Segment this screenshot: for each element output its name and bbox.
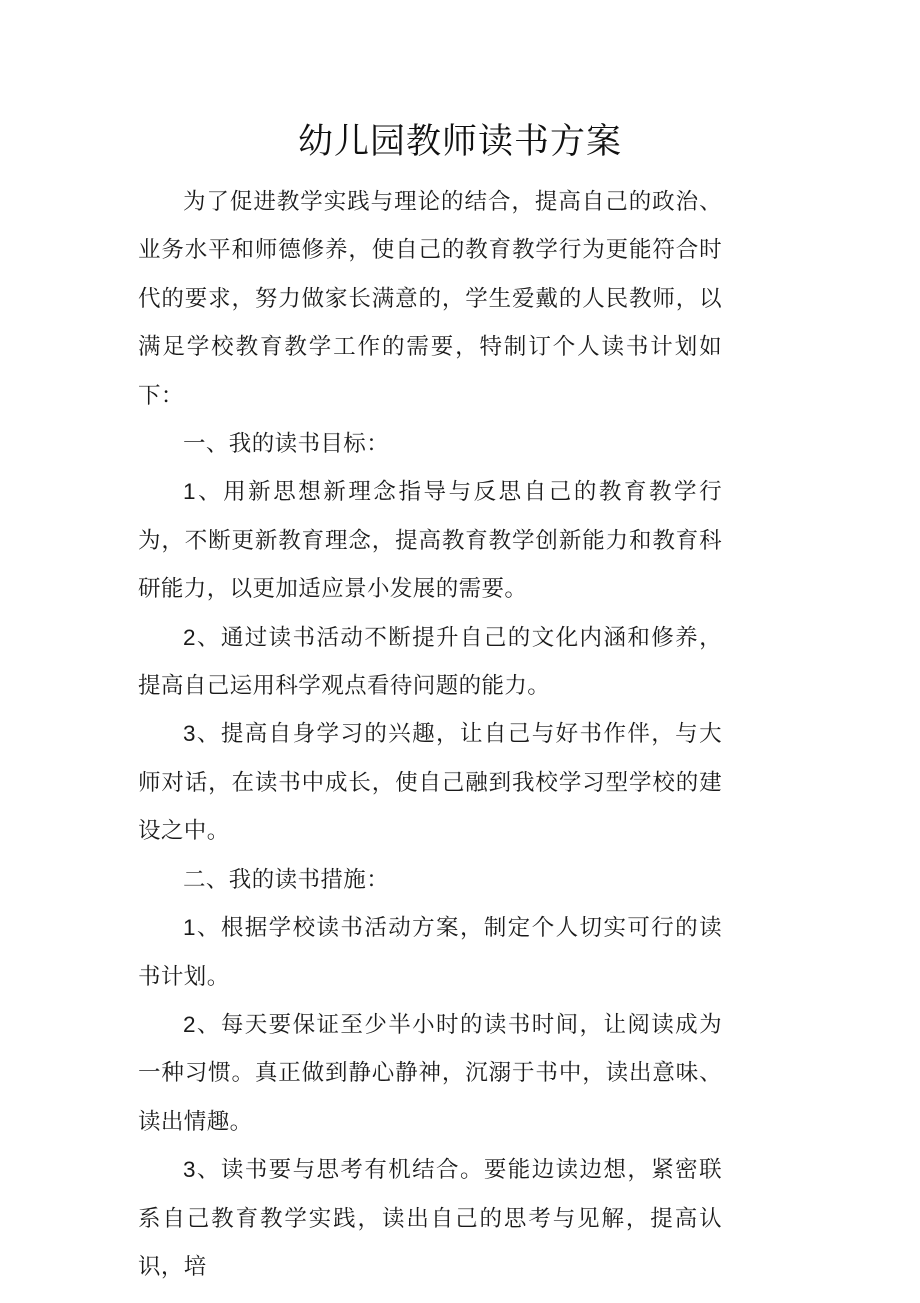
item-number: 3 xyxy=(183,1157,196,1183)
paragraph-intro xyxy=(138,178,722,420)
goal-item-2 xyxy=(138,614,722,711)
heading-text: 一、我的读书目标： xyxy=(183,431,390,458)
heading-text: 二、我的读书措施： xyxy=(183,866,390,893)
item-number: 3 xyxy=(183,721,196,747)
paragraph-text: 、提高自身学习的兴趣，让自己与好书作伴，与大师对话，在读书中成长，使自己融到我校学习型学校的建设之中。 xyxy=(138,721,722,845)
section-heading-goals xyxy=(138,420,722,468)
goal-item-1 xyxy=(138,468,722,613)
item-number: 2 xyxy=(183,624,196,650)
section-heading-measures xyxy=(138,856,722,904)
item-number: 1 xyxy=(183,915,196,941)
paragraph-text: 、读书要与思考有机结合。要能边读边想，紧密联系自己教育教学实践，读出自己的思考与见解，提高认识，培 xyxy=(138,1157,722,1280)
paragraph-text: 为了促进教学实践与理论的结合，提高自己的政治、业务水平和师德修养，使自己的教育教学行为更能符合时代的要求，努力做家长满意的，学生爱戴的人民教师，以满足学校教育教学工作的需要，特制订个人读书计划如下： xyxy=(138,189,722,409)
paragraph-text: 、根据学校读书活动方案，制定个人切实可行的读书计划。 xyxy=(138,915,722,990)
measure-item-3 xyxy=(138,1146,722,1291)
item-number: 1 xyxy=(183,479,196,505)
paragraph-text: 、每天要保证至少半小时的读书时间，让阅读成为一种习惯。真正做到静心静神，沉溺于书中，读出意味、读出情趣。 xyxy=(138,1011,722,1135)
paragraph-text: 、用新思想新理念指导与反思自己的教育教学行为，不断更新教育理念，提高教育教学创新能力和教育科研能力，以更加适应景小发展的需要。 xyxy=(138,479,722,603)
measure-item-2 xyxy=(138,1001,722,1146)
measure-item-1 xyxy=(138,904,722,1001)
item-number: 2 xyxy=(183,1011,196,1037)
paragraph-text: 、通过读书活动不断提升自己的文化内涵和修养，提高自己运用科学观点看待问题的能力。 xyxy=(138,624,722,700)
document-body xyxy=(138,178,722,1291)
document-title: 幼儿园教师读书方案 xyxy=(297,122,622,162)
goal-item-3 xyxy=(138,710,722,855)
